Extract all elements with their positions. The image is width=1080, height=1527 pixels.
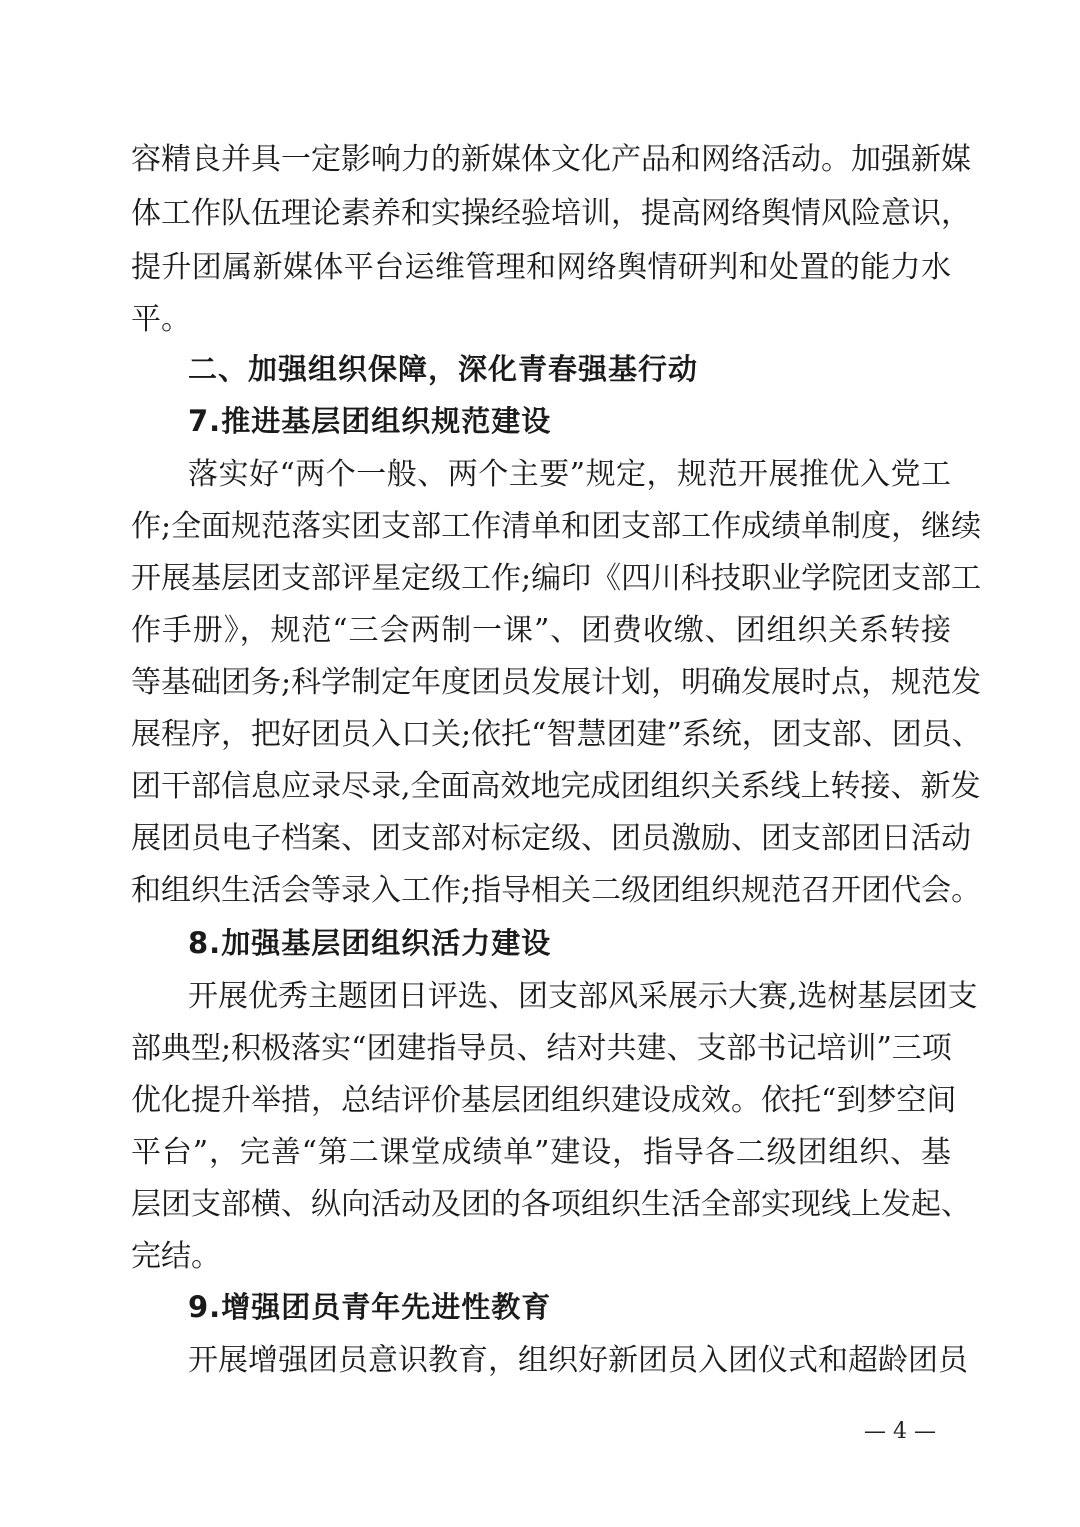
paragraph-line: 作;全面规范落实团支部工作清单和团支部工作成绩单制度，继续 [131,509,982,544]
item-heading: 8.加强基层团组织活力建设 [188,926,552,960]
paragraph-line: 开展增强团员意识教育，组织好新团员入团仪式和超龄团员 [188,1343,968,1378]
paragraph-line: 体工作队伍理论素养和实操经验培训，提高网络舆情风险意识， [131,196,971,231]
paragraph-line: 平台”，完善“第二课堂成绩单”建设，指导各二级团组织、基 [131,1135,951,1170]
page-number: — 4 — [864,1419,936,1444]
paragraph-line: 平。 [131,302,191,337]
paragraph-line: 开展基层团支部评星定级工作;编印《四川科技职业学院团支部工 [131,561,982,596]
paragraph-line: 作手册》，规范“三会两制一课”、团费收缴、团组织关系转接 [131,613,951,648]
paragraph-line: 容精良并具一定影响力的新媒体文化产品和网络活动。加强新媒 [131,142,971,177]
paragraph-line: 部典型;积极落实“团建指导员、结对共建、支部书记培训”三项 [131,1031,952,1066]
paragraph-line: 展程序，把好团员入口关;依托“智慧团建”系统，团支部、团员、 [131,717,982,752]
paragraph-line: 落实好“两个一般、两个主要”规定，规范开展推优入党工 [188,457,951,492]
section-heading: 二、加强组织保障，深化青春强基行动 [188,352,699,386]
paragraph-line: 团干部信息应录尽录,全面高效地完成团组织关系线上转接、新发 [131,769,981,804]
paragraph-line: 等基础团务;科学制定年度团员发展计划，明确发展时点，规范发 [131,665,982,700]
item-heading: 7.推进基层团组织规范建设 [188,404,552,438]
paragraph-line: 层团支部横、纵向活动及团的各项组织生活全部实现线上发起、 [131,1187,971,1222]
paragraph-line: 优化提升举措，总结评价基层团组织建设成效。依托“到梦空间 [131,1083,957,1118]
paragraph-line: 完结。 [131,1239,221,1274]
paragraph-line: 和组织生活会等录入工作;指导相关二级团组织规范召开团代会。 [131,873,982,908]
paragraph-line: 展团员电子档案、团支部对标定级、团员激励、团支部团日活动 [131,821,971,856]
paragraph-line: 开展优秀主题团日评选、团支部风采展示大赛,选树基层团支 [188,979,978,1014]
paragraph-line: 提升团属新媒体平台运维管理和网络舆情研判和处置的能力水 [131,250,951,285]
item-heading: 9.增强团员青年先进性教育 [188,1290,552,1324]
